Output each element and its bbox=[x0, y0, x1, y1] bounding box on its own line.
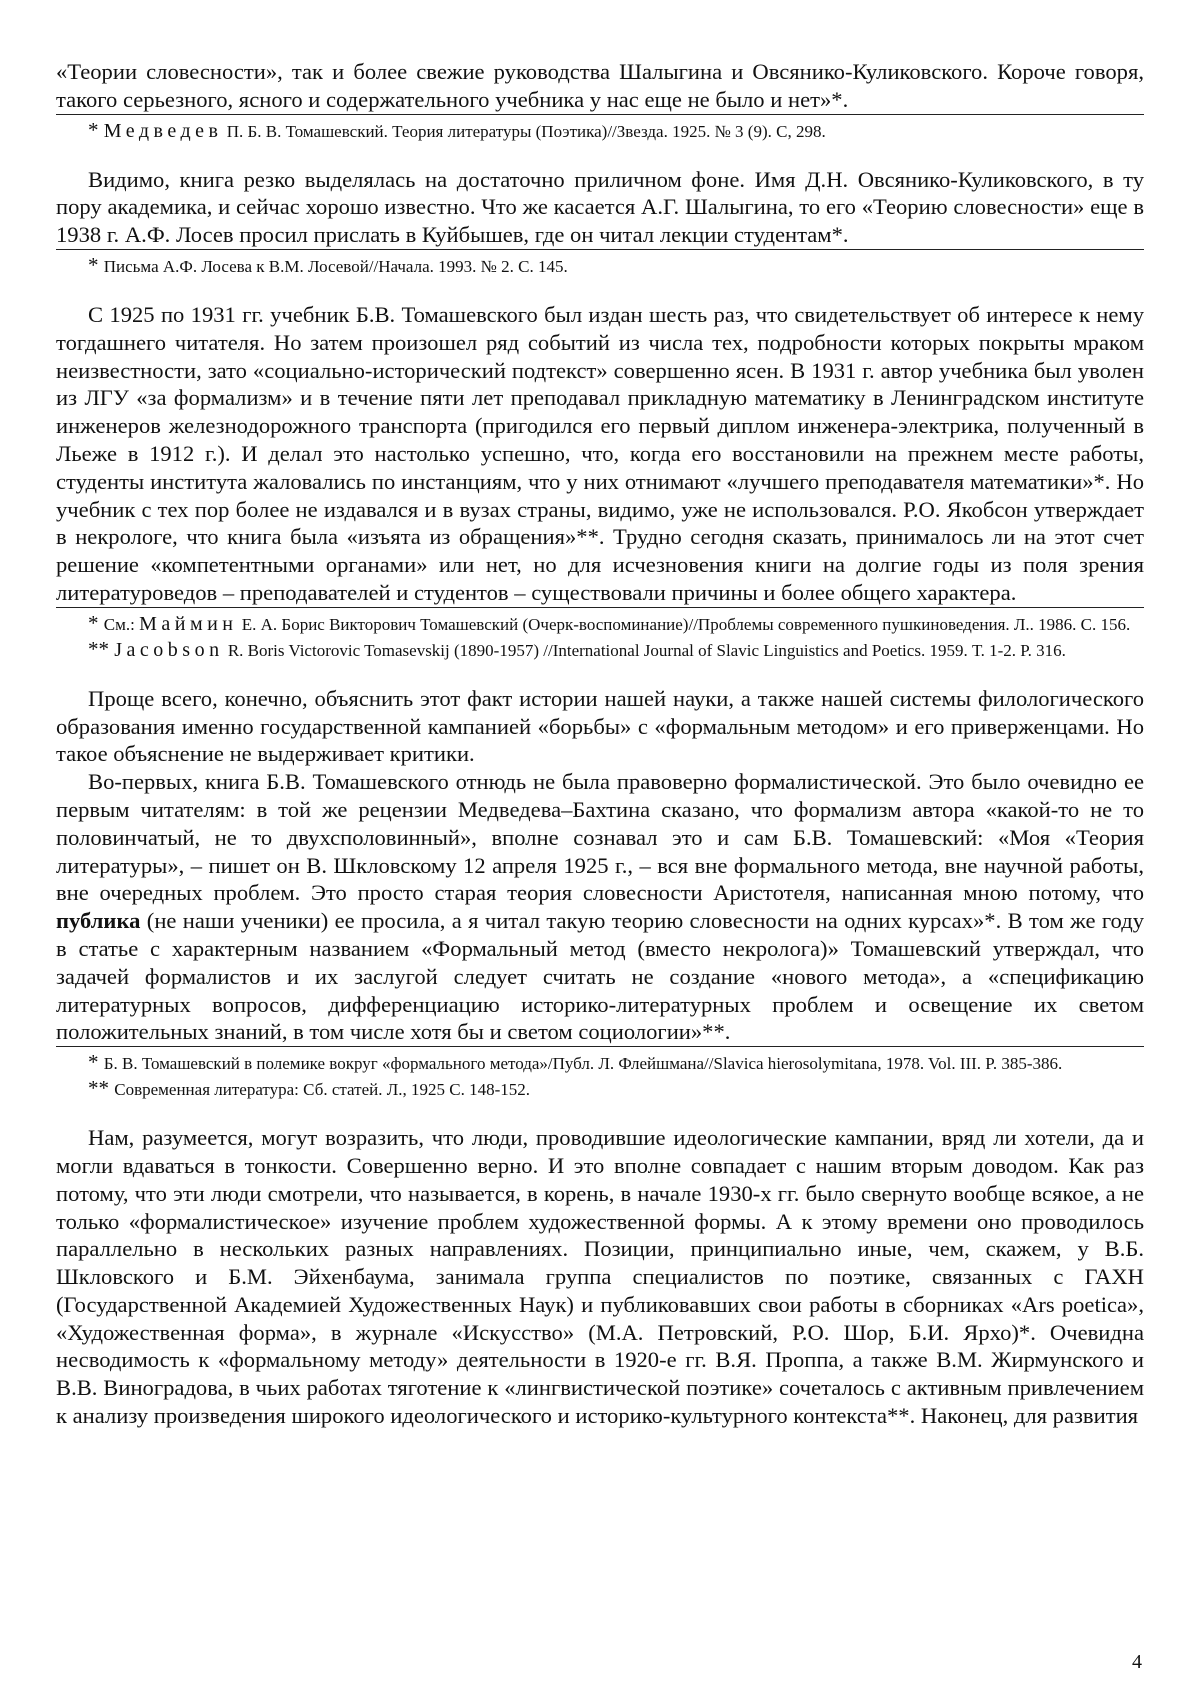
emphasis-publika: публика bbox=[56, 908, 141, 934]
footnote-3-author: Маймин bbox=[139, 612, 238, 635]
paragraph-2: Видимо, книга резко выделялась на достаточно приличном фоне. Имя Д.Н. Овсянико-Куликовского, в ту пору академика, и сейчас хорошо известно. Что же касается А.Г. Шалыгина, то его «Теорию словесности» еще в 1938 г. А.Ф. Лосев просил прислать в Куйбышев, где он читал лекции студентам*. bbox=[56, 166, 1144, 248]
footnote-block-1 bbox=[56, 114, 1144, 144]
footnote-1: * Медведев П. Б. В. Томашевский. Теория литературы (Поэтика)//Звезда. 1925. № 3 (9). С, 298. bbox=[88, 117, 826, 142]
footnote-block-2 bbox=[56, 249, 1144, 279]
paragraph-6: Нам, разумеется, могут возразить, что люди, проводившие идеологические кампании, вряд ли хотели, да и могли вдаваться в тонкости. Совершенно верно. И это вполне совпадает с нашим вторым доводом. Как раз потому, что эти люди смотрели, что называется, в корень, в начале 1930-х гг. было свернуто вообще всякое, а не только «формалистическое» изучение проблем художественной формы. А к этому времени оно проводилось параллельно в нескольких разных направлениях. Позиции, принципиально иные, чем, скажем, у В.Б. Шкловского и Б.М. Эйхенбаума, занимала группа специалистов по поэтике, связанных с ГАХН (Государственной Академией Художественных Наук) и публиковавших свои работы в сборниках «Ars poetica», «Художественная форма», в журнале «Искусство» (М.А. Петровский, Р.О. Шор, Б.И. Ярхо)*. Очевидна несводимость к «формальному методу» деятельности в 1920-е гг. В.Я. Проппа, а также В.М. Жирмунского и В.В. Виноградова, в чьих работах тяготение к «лингвистической поэтике» сочеталось с активным привлечением к анализу произведения широкого идеологического и историко-культурного контекста**. Наконец, для развития bbox=[56, 1125, 1144, 1429]
document-page bbox=[56, 58, 1144, 1430]
paragraph-4: Проще всего, конечно, объяснить этот факт истории нашей науки, а также нашей системы филологического образования именно государственной кампанией «борьбы» с «формальным методом» и его приверженцами. Но такое объяснение не выдерживает критики. bbox=[56, 685, 1144, 767]
footnote-6: ** Современная литература: Сб. статей. Л., 1925 С. 148-152. bbox=[88, 1076, 530, 1101]
footnote-block-3 bbox=[56, 607, 1144, 663]
footnote-2: * Письма А.Ф. Лосева к В.М. Лосевой//Начала. 1993. № 2. С. 145. bbox=[88, 252, 568, 277]
footnote-block-4 bbox=[56, 1046, 1144, 1102]
footnote-4: ** Jacobson R. Boris Victorovic Tomasevskij (1890-1957) //International Journal of Slavic Linguistics and Poetics. 1959. Т. 1-2. Р. 316. bbox=[88, 636, 1066, 661]
footnote-1-author: Медведев bbox=[103, 119, 223, 142]
footnote-3: * См.: Маймин Е. А. Борис Викторович Томашевский (Очерк-воспоминание)//Проблемы современного пушкиноведения. Л.. 1986. С. 156. bbox=[88, 610, 1131, 635]
paragraph-5: Во-первых, книга Б.В. Томашевского отнюдь не была правоверно формалистической. Это было очевидно ее первым читателям: в той же рецензии Медведева–Бахтина сказано, что формализм автора «какой-то не то половинчатый, не то двухсполовинный», вполне сознавал это и сам Б.В. Томашевский: «Моя «Теория литературы», – пишет он В. Шкловскому 12 апреля 1925 г., – вся вне формального метода, вне научной работы, вне очередных проблем. Это просто старая теория словесности Аристотеля, написанная мною потому, что публика (не наши ученики) ее просила, а я читал такую теорию словесности на одних курсах»*. В том же году в статье с характерным названием «Формальный метод (вместо некролога)» Томашевский утверждал, что задачей формалистов и их заслугой следует считать не создание «нового метода», а «спецификацию литературных вопросов, дифференциацию историко-литературных проблем и освещение их светом положительных знаний, в том числе хотя бы и светом социологии»**. bbox=[56, 769, 1144, 1045]
paragraph-3: С 1925 по 1931 гг. учебник Б.В. Томашевского был издан шесть раз, что свидетельствует об интересе к нему тогдашнего читателя. Но затем произошел ряд событий из числа тех, подробности которых покрыты мраком неизвестности, зато «социально-исторический подтекст» совершенно ясен. В 1931 г. автор учебника был уволен из ЛГУ «за формализм» и в течение пяти лет преподавал прикладную математику в Ленинградском институте инженеров железнодорожного транспорта (пригодился его первый диплом инженера-электрика, полученный в Льеже в 1912 г.). И делал это настолько успешно, что, когда его восстановили на прежнем месте работы, студенты института жаловались по инстанциям, что у них отнимают «лучшего преподавателя математики»*. Но учебник с тех пор более не издавался и в вузах страны, видимо, уже не использовался. Р.О. Якобсон утверждает в некрологе, что книга была «изъята из обращения»**. Трудно сегодня сказать, принималось ли на этот счет решение «компетентными органами» или нет, но для исчезновения книги на долгие годы из поля зрения литературоведов – преподавателей и студентов – существовали причины и более общего характера. bbox=[56, 301, 1144, 605]
footnote-4-author: Jacobson bbox=[114, 638, 224, 661]
page-number: 4 bbox=[1132, 1651, 1142, 1673]
paragraph-1: «Теории словесности», так и более свежие руководства Шалыгина и Овсянико-Куликовского. Короче говоря, такого серьезного, ясного и содержательного учебника у нас еще не было и нет»*. bbox=[56, 59, 1144, 112]
footnote-5: * Б. В. Томашевский в полемике вокруг «формального метода»/Публ. Л. Флейшмана//Slavica hierosolymitana, 1978. Vol. III. P. 385-386. bbox=[88, 1050, 1063, 1075]
